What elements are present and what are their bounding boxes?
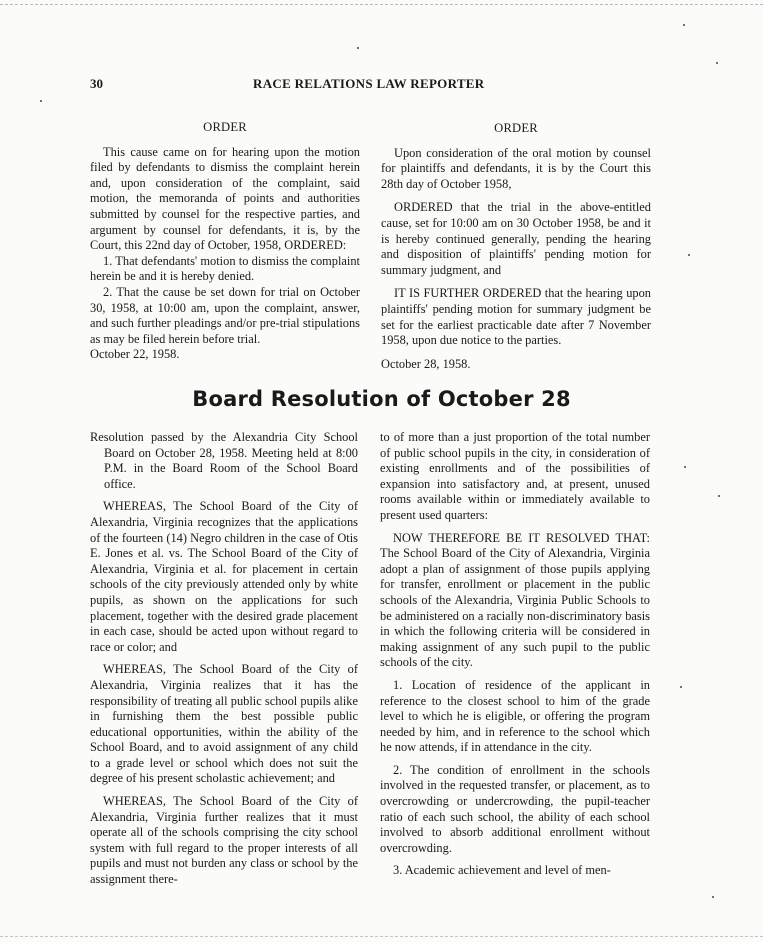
resolution-paragraph: NOW THEREFORE BE IT RESOLVED THAT: The School Board of the City of Alexandria, Virginia adopt a plan of assignment of those pupils applying for transfer, enrollment or placement in the public schools of the Alexandria, Virginia Public Schools to be administered on a racially non-discriminatory basis in which the following criteria will be considered in making assignment of any such pupil to the public schools of the city. bbox=[380, 530, 650, 670]
resolution-column-right bbox=[380, 430, 650, 886]
resolution-paragraph: WHEREAS, The School Board of the City of Alexandria, Virginia further realizes that it must operate all of the schools comprising the city school system with full regard to the proper interests of all pupils and must not burden any class or school by the assignment there- bbox=[90, 794, 358, 887]
scan-speck bbox=[357, 47, 359, 49]
order-october-28 bbox=[381, 121, 651, 380]
scan-speck bbox=[718, 495, 720, 497]
page-top-edge bbox=[0, 4, 763, 5]
resolution-criterion: 2. The condition of enrollment in the schools involved in the requested transfer, or placement, as to overcrowding or undercrowding, the pupil-teacher ratio of each such school, the ability of each school involved to absorb additional enrollment without overcrowding. bbox=[380, 762, 650, 855]
resolution-criterion: 3. Academic achievement and level of men- bbox=[393, 863, 611, 878]
section-title: Board Resolution of October 28 bbox=[192, 387, 571, 411]
order-date: October 28, 1958. bbox=[381, 356, 471, 371]
resolution-column-left bbox=[90, 430, 358, 895]
scan-speck bbox=[680, 686, 682, 688]
resolution-paragraph: WHEREAS, The School Board of the City of Alexandria, Virginia recognizes that the applications of the fourteen (14) Negro children in the case of Otis E. Jones et al. vs. The School Board of the City of Alexandria, Virginia et al. for placement in certain schools of the city previously attended only by white pupils, as shown on the applications for such placement, together with the desired grade placement in each case, should be acted upon without regard to race or color; and bbox=[90, 499, 358, 654]
scan-speck bbox=[716, 62, 718, 64]
scan-speck bbox=[684, 466, 686, 468]
scan-speck bbox=[688, 254, 690, 256]
resolution-paragraph: to of more than a just proportion of the total number of public school pupils in the city, in consideration of existing enrollments and of the possibilities of expansion into satisfactory and, at present, unused rooms available within or immediately available to present used quarters: bbox=[380, 430, 650, 522]
resolution-criterion: 1. Location of residence of the applicant in reference to the closest school to him of the grade level to which he is eligible, or offering the program needed by him, and in reference to the school which he now attends, if in attendance in the city. bbox=[380, 677, 650, 755]
order-paragraph: This cause came on for hearing upon the motion filed by defendants to dismiss the complaint herein and, upon consideration of the complaint, said motion, the memoranda of points and authorities submitted by counsel for the respective parties, and argument by counsel for defendants, it is, by the Court, this 22nd day of October, 1958, ORDERED: bbox=[90, 144, 360, 253]
order-paragraph: ORDERED that the trial in the above-entitled cause, set for 10:00 am on 30 October 1958, be and it is hereby continued generally, pending the hearing and disposition of plaintiffs' pending motion for summary judgment, and bbox=[381, 200, 651, 277]
order-paragraph: IT IS FURTHER ORDERED that the hearing upon plaintiffs' pending motion for summary judgment be set for the earliest practicable date after 7 November 1958, upon due notice to the parties. bbox=[381, 286, 651, 348]
order-heading: ORDER bbox=[494, 121, 538, 135]
scan-speck bbox=[712, 896, 714, 898]
scan-speck bbox=[683, 24, 685, 26]
scan-speck bbox=[40, 100, 42, 102]
order-october-22 bbox=[90, 120, 360, 363]
order-paragraph: 2. That the cause be set down for trial on October 30, 1958, at 10:00 am, upon the complaint, answer, and such further pleadings and/or pre-trial stipulations as may be filed herein before trial. bbox=[90, 284, 360, 346]
page-number: 30 bbox=[90, 76, 103, 91]
order-heading: ORDER bbox=[203, 120, 247, 134]
page-bottom-edge bbox=[0, 936, 763, 937]
resolution-preamble: Resolution passed by the Alexandria City School Board on October 28, 1958. Meeting held at 8:00 P.M. in the Board Room of the School Board office. bbox=[90, 430, 358, 491]
order-date: October 22, 1958. bbox=[90, 347, 180, 362]
order-paragraph: 1. That defendants' motion to dismiss the complaint herein be and it is hereby denied. bbox=[90, 253, 360, 284]
running-head: RACE RELATIONS LAW REPORTER bbox=[253, 76, 485, 91]
order-paragraph: Upon consideration of the oral motion by counsel for plaintiffs and defendants, it is by the Court this 28th day of October 1958, bbox=[381, 145, 651, 191]
resolution-paragraph: WHEREAS, The School Board of the City of Alexandria, Virginia realizes that it has the responsibility of treating all public school pupils alike in furnishing them the best possible public educational opportunities, within the ability of the School Board, and to avoid assignment of any child to a grade level or school which does not suit the degree of his present scholastic achievement; and bbox=[90, 662, 358, 786]
